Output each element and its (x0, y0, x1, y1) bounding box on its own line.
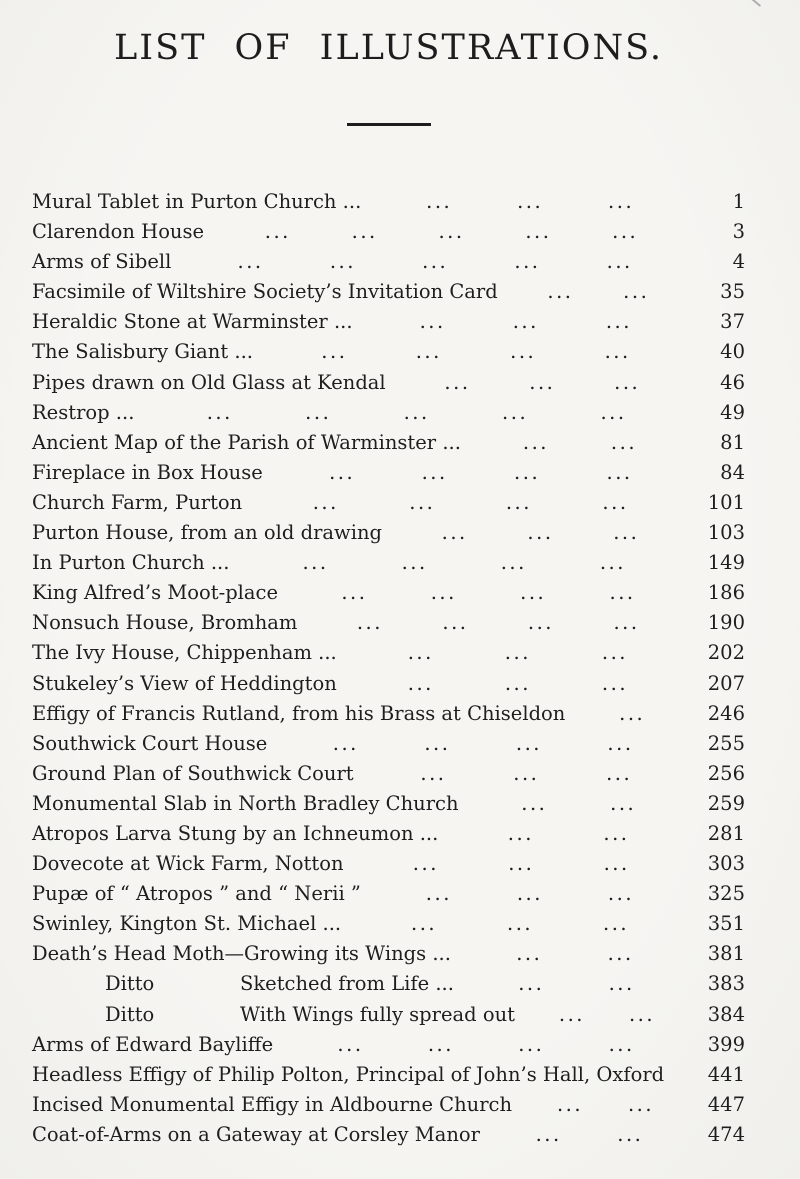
dot-group: ... (407, 671, 434, 695)
dot-group: ... (535, 1122, 562, 1146)
entry-title: Purton House, from an old drawing (32, 521, 382, 545)
ditto-label: Ditto (105, 972, 155, 996)
dot-group: ... (508, 852, 535, 876)
dot-leaders (438, 819, 699, 849)
dot-leaders (386, 368, 699, 398)
entry-page-number: 447 (707, 1092, 745, 1116)
dot-leaders (267, 729, 699, 759)
entry-title: Ancient Map of the Parish of Warminster ... (32, 430, 461, 454)
dot-group: ... (527, 611, 555, 635)
dot-group: ... (516, 882, 543, 906)
dot-group: ... (608, 972, 635, 996)
entry-page-number: 384 (707, 1002, 745, 1026)
dot-group: ... (516, 942, 543, 966)
entry-page-number: 246 (707, 701, 745, 725)
dot-group: ... (411, 912, 438, 936)
list-item (32, 1000, 745, 1030)
list-item (32, 1060, 745, 1090)
dot-leaders (382, 518, 699, 548)
dot-leaders (515, 1000, 699, 1030)
entry-page-number: 186 (707, 581, 745, 605)
entry-page-number: 4 (732, 250, 745, 274)
dot-group: ... (321, 340, 348, 364)
dot-leaders (242, 488, 699, 518)
list-item (32, 969, 745, 999)
dot-leaders (229, 548, 699, 578)
dot-group: ... (409, 490, 436, 514)
dot-leaders (353, 307, 699, 337)
list-item (32, 819, 745, 849)
dot-leaders (341, 909, 699, 939)
entry-page-number: 441 (707, 1062, 745, 1086)
dot-leaders (253, 337, 699, 367)
dot-leaders (344, 849, 699, 879)
dot-group: ... (419, 310, 446, 334)
dot-group: ... (612, 220, 639, 244)
entry-page-number: 381 (707, 942, 745, 966)
dot-group: ... (623, 280, 650, 304)
dot-group: ... (518, 972, 545, 996)
entry-page-number: 474 (707, 1122, 745, 1146)
entry-title: Southwick Court House (32, 731, 268, 755)
dot-group: ... (515, 731, 542, 755)
dot-group: ... (421, 460, 448, 484)
entry-title: Heraldic Stone at Warminster ... (32, 310, 353, 334)
entry-page-number: 190 (707, 611, 745, 635)
entry-page-number: 46 (720, 370, 745, 394)
dot-group: ... (504, 641, 531, 665)
entry-title: With Wings fully spread out (240, 1002, 515, 1026)
list-item (32, 669, 745, 699)
dot-group: ... (510, 340, 537, 364)
dot-group: ... (600, 400, 627, 424)
dot-group: ... (422, 250, 449, 274)
dot-group: ... (628, 1002, 656, 1026)
list-item (32, 939, 745, 969)
dot-group: ... (603, 821, 630, 845)
entry-page-number: 149 (707, 551, 745, 575)
dot-group: ... (505, 490, 532, 514)
dot-leaders (480, 1120, 699, 1150)
dot-leaders (273, 1030, 699, 1060)
dot-group: ... (606, 250, 633, 274)
entry-title: The Ivy House, Chippenham ... (32, 641, 337, 665)
dot-leaders (263, 458, 699, 488)
list-item (32, 789, 745, 819)
entry-title: Mural Tablet in Purton Church ... (32, 190, 362, 213)
dot-group: ... (237, 250, 264, 274)
dot-group: ... (520, 581, 547, 605)
dot-group: ... (500, 551, 527, 575)
entry-page-number: 84 (720, 460, 745, 484)
dot-leaders (565, 699, 699, 729)
list-item (32, 548, 745, 578)
list-item (32, 879, 745, 909)
list-item (32, 608, 745, 638)
dot-group: ... (302, 551, 329, 575)
dot-group: ... (438, 220, 465, 244)
dot-group: ... (603, 852, 630, 876)
dot-leaders (459, 789, 699, 819)
dot-group: ... (424, 731, 451, 755)
ditto-label: Ditto (105, 1002, 155, 1026)
dot-group: ... (341, 581, 368, 605)
entry-page-number: 383 (707, 972, 745, 996)
entry-page-number: 399 (707, 1032, 745, 1056)
entry-title: Restrop ... (32, 400, 135, 424)
list-item (32, 488, 745, 518)
entry-title: Arms of Edward Bayliffe (32, 1032, 274, 1056)
entry-page-number: 256 (707, 761, 745, 785)
dot-group: ... (518, 1032, 545, 1056)
dot-group: ... (606, 761, 633, 785)
list-item (32, 337, 745, 367)
entry-title: Coat-of-Arms on a Gateway at Corsley Manor (32, 1122, 480, 1146)
entry-title: Arms of Sibell (32, 250, 172, 274)
dot-group: ... (442, 611, 469, 635)
entry-title: Death’s Head Moth—Growing its Wings ... (32, 942, 451, 966)
entry-title: Sketched from Life ... (240, 972, 454, 996)
dot-leaders (337, 638, 699, 668)
dot-group: ... (607, 942, 634, 966)
dot-group: ... (556, 1092, 584, 1116)
dot-group: ... (601, 641, 628, 665)
dot-group: ... (407, 641, 434, 665)
dot-group: ... (608, 190, 635, 213)
entry-page-number: 81 (720, 430, 745, 454)
entry-title: Clarendon House (32, 220, 205, 244)
dot-group: ... (517, 190, 544, 213)
list-item (32, 398, 745, 428)
dot-group: ... (329, 250, 356, 274)
list-item (32, 428, 745, 458)
dot-group: ... (444, 370, 471, 394)
dot-group: ... (614, 370, 641, 394)
list-item (32, 187, 745, 217)
dot-group: ... (607, 731, 634, 755)
list-item (32, 1090, 745, 1120)
dot-group: ... (603, 912, 630, 936)
list-item (32, 277, 745, 307)
dot-group: ... (547, 280, 574, 304)
dot-group: ... (337, 1032, 364, 1056)
dot-group: ... (606, 460, 633, 484)
dot-group: ... (513, 761, 540, 785)
dot-group: ... (601, 671, 629, 695)
dot-group: ... (264, 220, 291, 244)
entry-page-number: 3 (732, 220, 745, 244)
dot-group: ... (356, 611, 383, 635)
dot-group: ... (527, 521, 554, 545)
dot-group: ... (613, 521, 640, 545)
entry-page-number: 351 (707, 912, 745, 936)
entry-page-number: 37 (720, 310, 745, 334)
dot-group: ... (415, 340, 442, 364)
list-item (32, 217, 745, 247)
list-item (32, 699, 745, 729)
dot-group: ... (512, 310, 539, 334)
dot-group: ... (609, 581, 636, 605)
dot-group: ... (610, 791, 637, 815)
entry-title: Ground Plan of Southwick Court (32, 761, 354, 785)
list-item (32, 638, 745, 668)
list-item (32, 849, 745, 879)
dot-leaders (498, 277, 699, 307)
entry-page-number: 255 (707, 731, 745, 755)
title-rule (347, 123, 431, 126)
list-item (32, 909, 745, 939)
entry-page-number: 49 (720, 400, 745, 424)
dot-leaders (451, 939, 699, 969)
entry-page-number: 281 (707, 821, 745, 845)
entry-page-number: 325 (707, 882, 745, 906)
dot-leaders (134, 398, 699, 428)
dot-group: ... (403, 400, 430, 424)
dot-leaders (361, 879, 699, 909)
entry-title: Stukeley’s View of Heddington (32, 671, 337, 695)
list-item (32, 458, 745, 488)
list-item (32, 307, 745, 337)
list-item (32, 1120, 745, 1150)
entry-title: Fireplace in Box House (32, 460, 263, 484)
dot-group: ... (525, 220, 552, 244)
dot-group: ... (441, 521, 468, 545)
dot-group: ... (425, 882, 452, 906)
entry-title: Swinley, Kington St. Michael ... (32, 912, 342, 936)
list-item (32, 729, 745, 759)
list-item (32, 1030, 745, 1060)
entry-title: The Salisbury Giant ... (32, 340, 253, 364)
dot-leaders (297, 608, 699, 638)
dot-group: ... (608, 1032, 635, 1056)
list-item (32, 578, 745, 608)
dot-group: ... (420, 761, 447, 785)
dot-group: ... (529, 370, 556, 394)
dot-group: ... (627, 1092, 655, 1116)
dot-leaders (461, 428, 699, 458)
dot-leaders (337, 669, 699, 699)
entry-page-number: 303 (707, 852, 745, 876)
list-item (32, 368, 745, 398)
dot-group: ... (426, 190, 453, 213)
dot-leaders (454, 969, 699, 999)
list-item (32, 247, 745, 277)
dot-group: ... (332, 731, 359, 755)
dot-group: ... (514, 460, 541, 484)
dot-group: ... (427, 1032, 454, 1056)
list-item (32, 759, 745, 789)
dot-group: ... (401, 551, 428, 575)
dot-leaders (512, 1090, 699, 1120)
dot-leaders (361, 187, 699, 217)
dot-group: ... (430, 581, 457, 605)
dot-group: ... (514, 250, 541, 274)
dot-group: ... (605, 310, 632, 334)
entry-page-number: 101 (707, 490, 745, 514)
entry-page-number: 202 (707, 641, 745, 665)
entry-title: Pipes drawn on Old Glass at Kendal (32, 370, 386, 394)
entry-page-number: 40 (720, 340, 745, 364)
dot-group: ... (617, 1122, 644, 1146)
dot-group: ... (602, 490, 629, 514)
entry-title: King Alfred’s Moot-place (32, 581, 279, 605)
list-item (32, 518, 745, 548)
dot-group: ... (507, 912, 534, 936)
dot-group: ... (412, 852, 439, 876)
entry-title: Effigy of Francis Rutland, from his Brass at Chiseldon (32, 701, 566, 725)
dot-leaders (204, 217, 699, 247)
entry-page-number: 1 (732, 190, 745, 213)
entry-title: Atropos Larva Stung by an Ichneumon ... (32, 821, 439, 845)
dot-group: ... (558, 1002, 586, 1026)
dot-group: ... (522, 430, 549, 454)
entry-page-number: 103 (707, 521, 745, 545)
entry-page-number: 259 (707, 791, 745, 815)
scan-artifact (750, 0, 761, 7)
entry-title: Dovecote at Wick Farm, Notton (32, 852, 344, 876)
entry-title: Church Farm, Purton (32, 490, 243, 514)
dot-group: ... (351, 220, 378, 244)
entry-page-number: 207 (707, 671, 745, 695)
dot-group: ... (607, 882, 635, 906)
dot-leaders (278, 578, 699, 608)
dot-group: ... (502, 400, 529, 424)
dot-group: ... (599, 551, 626, 575)
entry-title: Pupæ of “ Atropos ” and “ Nerii ” (32, 882, 361, 906)
dot-group: ... (619, 701, 646, 725)
entry-title: Incised Monumental Effigy in Aldbourne Church (32, 1092, 513, 1116)
entry-title: Headless Effigy of Philip Polton, Principal of John’s Hall, Oxford (32, 1062, 665, 1086)
illustrations-list (32, 187, 745, 1150)
entry-title: Monumental Slab in North Bradley Church (32, 791, 459, 815)
dot-group: ... (504, 671, 531, 695)
dot-group: ... (206, 400, 233, 424)
dot-group: ... (312, 490, 339, 514)
dot-leaders (354, 759, 699, 789)
page-title: LIST OF ILLUSTRATIONS. (114, 28, 663, 68)
entry-title: Nonsuch House, Bromham (32, 611, 298, 635)
dot-group: ... (521, 791, 548, 815)
dot-group: ... (610, 430, 638, 454)
entry-title: In Purton Church ... (32, 551, 230, 575)
dot-group: ... (613, 611, 640, 635)
entry-page-number: 35 (720, 280, 745, 304)
dot-group: ... (604, 340, 631, 364)
dot-leaders (171, 247, 699, 277)
dot-group: ... (507, 821, 534, 845)
dot-group: ... (305, 400, 332, 424)
entry-title: Facsimile of Wiltshire Society’s Invitation Card (32, 280, 498, 304)
dot-group: ... (329, 460, 356, 484)
